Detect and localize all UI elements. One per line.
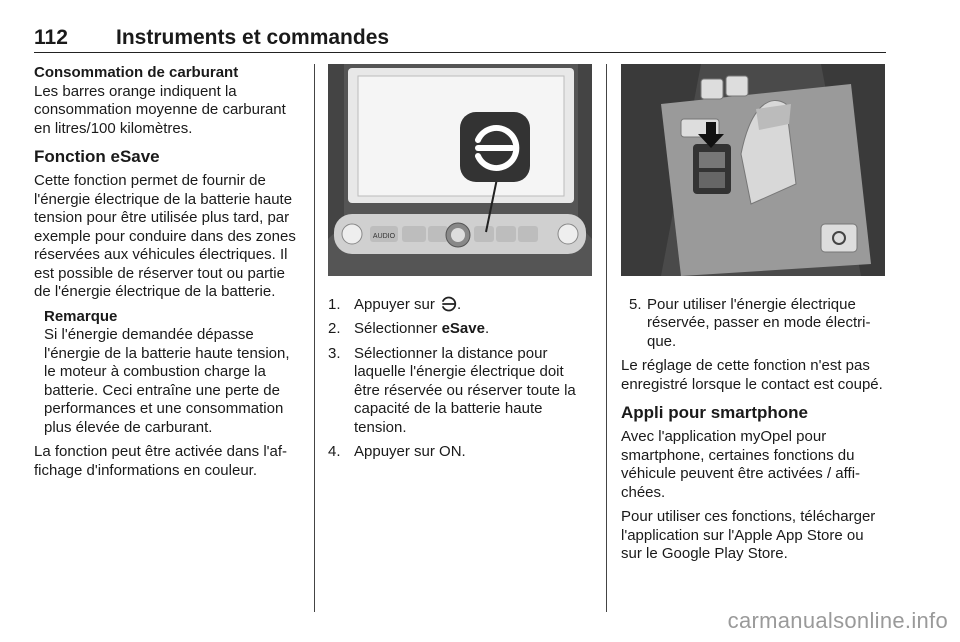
column-divider [314,64,315,612]
column-3 [621,64,887,570]
list-item: 2. Sélectionner eSave. [328,320,490,337]
paragraph: Avec l'application myOpel pour smartphone, certaines fonctions du véhicule peuvent être activées / affichées. [621,428,861,501]
note-block [44,308,302,438]
list-item: 4. Appuyer sur ON. [328,443,466,460]
page-number: 112 [34,26,68,49]
console-illustration [328,64,592,276]
paragraph: Cette fonction permet de fournir de l'énergie électrique de la batterie haute tension pour être utilisée plus tard, par exemple pour conduire dans des zones réservées aux véhicules électriques. Il est possible de réserver tout ou partie de l'énergie électrique de la batterie. [34,172,296,300]
note-title: Remarque [44,307,118,325]
list-item: 1. Appuyer sur . [328,295,462,313]
audio-button: AUDIO [372,233,396,240]
steps-list [328,296,592,462]
watermark: carmanualsonline.info [727,608,948,633]
section-title: Appli pour smartphone [621,403,808,422]
esave-icon [439,296,457,312]
steps-list [621,296,887,352]
list-item: 3. Sélectionner la distance pour laquelle l'énergie électrique doit être réservée ou réserver toute la capacité de la batterie haute tension. [328,344,576,436]
page-title: Instruments et commandes [116,26,390,49]
paragraph: La fonction peut être activée dans l'affichage d'informations en couleur. [34,443,288,479]
section-title: Fonction eSave [34,147,160,166]
paragraph: Pour utiliser ces fonctions, télécharger l'application sur l'Apple App Store ou sur le Google Play Store. [621,508,876,562]
list-item: 5. Pour utiliser l'énergie électrique réservée, passer en mode électrique. [629,295,871,350]
column-1 [34,64,302,486]
sub-heading: Consommation de carburant [34,64,239,81]
page-header [34,26,886,53]
paragraph: Les barres orange indiquent la consommation moyenne de carburant en litres/100 kilomètres. [34,82,286,137]
note-text: Si l'énergie demandée dépasse l'énergie de la batterie haute tension, le moteur à combustion charge la batterie. Ceci entraîne une perte de performances et une consommation plus élevée de carburant. [44,326,290,436]
column-divider [606,64,607,612]
paragraph: Le réglage de cette fonction n'est pas enregistré lorsque le contact est coupé. [621,357,883,393]
column-2 [328,64,592,468]
gear-selector-illustration [621,64,885,276]
